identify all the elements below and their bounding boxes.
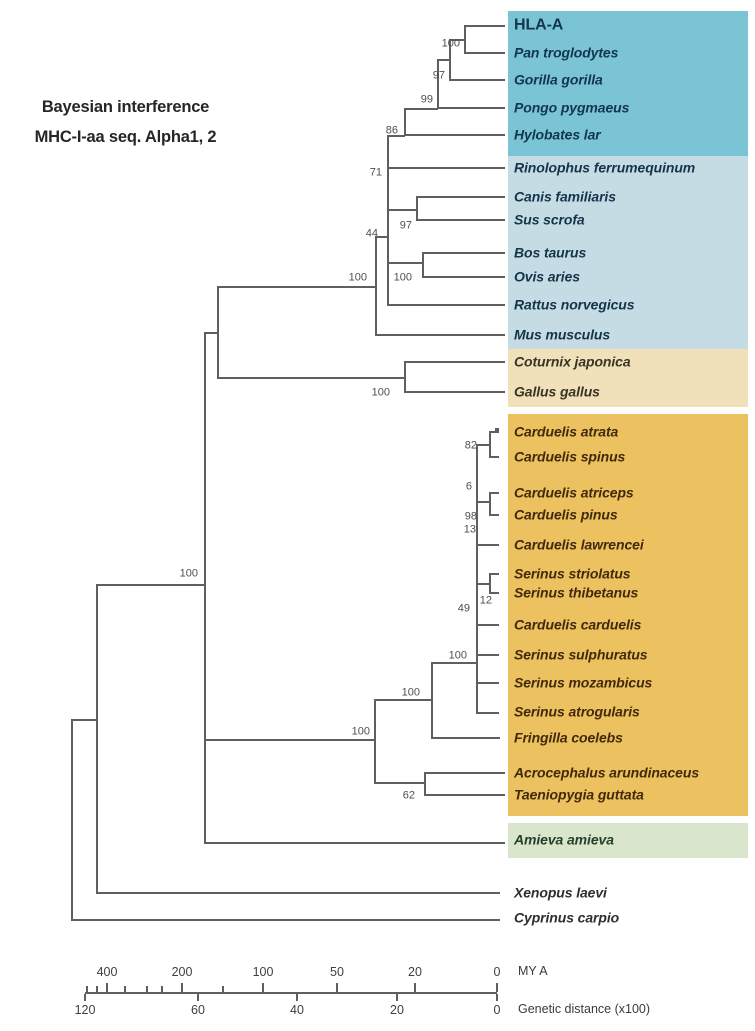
branch-horizontal xyxy=(97,584,205,586)
branch-vertical xyxy=(374,699,376,784)
mya-tick xyxy=(146,986,148,992)
taxon-label-sus-scrofa: Sus scrofa xyxy=(514,211,585,228)
figure-title xyxy=(8,92,243,152)
mya-tick xyxy=(222,986,224,992)
mya-tick xyxy=(181,983,183,992)
branch-vertical xyxy=(422,252,424,278)
mya-tick xyxy=(86,986,88,992)
support-value: 100 xyxy=(448,649,467,662)
branch-horizontal xyxy=(417,219,505,221)
branch-horizontal xyxy=(376,334,505,336)
branch-horizontal xyxy=(490,492,499,494)
support-value: 49 xyxy=(457,602,470,615)
group-box-passerines xyxy=(508,414,748,816)
branch-vertical xyxy=(464,25,466,54)
branch-horizontal xyxy=(465,25,505,27)
support-value: 100 xyxy=(351,725,370,738)
taxon-label-carduelis-lawrencei: Carduelis lawrencei xyxy=(514,536,644,553)
figure-title-line2: MHC-I-aa seq. Alpha1, 2 xyxy=(34,128,217,146)
mya-tick xyxy=(262,983,264,992)
branch-tip-dot xyxy=(495,428,499,432)
support-value: 100 xyxy=(441,37,460,50)
taxon-label-gorilla-gorilla: Gorilla gorilla xyxy=(514,71,603,88)
support-value: 100 xyxy=(348,271,367,284)
taxon-label-serinus-striolatus: Serinus striolatus xyxy=(514,565,631,582)
mya-tick xyxy=(96,986,98,992)
branch-horizontal xyxy=(490,456,499,458)
branch-horizontal xyxy=(97,892,500,894)
branch-vertical xyxy=(404,361,406,393)
mya-tick xyxy=(336,983,338,992)
branch-horizontal xyxy=(438,107,505,109)
support-value: 44 xyxy=(365,227,378,240)
support-value: 98 xyxy=(464,510,477,523)
support-value: 82 xyxy=(464,439,477,452)
branch-vertical xyxy=(217,286,219,379)
taxon-label-hylobates-lar: Hylobates lar xyxy=(514,126,601,143)
taxon-label-xenopus-laevi: Xenopus laevi xyxy=(514,884,607,901)
figure-title-line1: Bayesian interference xyxy=(41,98,210,116)
mya-tick xyxy=(161,986,163,992)
genetic-distance-tick xyxy=(396,994,398,1001)
support-value: 13 xyxy=(463,523,476,536)
mya-tick-label: 100 xyxy=(252,965,274,979)
genetic-distance-tick xyxy=(296,994,298,1001)
branch-horizontal xyxy=(423,276,505,278)
taxon-label-acrocephalus-arundinaceus: Acrocephalus arundinaceus xyxy=(514,764,700,781)
taxon-label-rattus-norvegicus: Rattus norvegicus xyxy=(514,296,635,313)
taxon-label-cyprinus-carpio: Cyprinus carpio xyxy=(514,909,620,926)
branch-vertical xyxy=(416,196,418,221)
support-value: 100 xyxy=(393,271,412,284)
branch-vertical xyxy=(204,332,206,844)
branch-vertical xyxy=(96,584,98,894)
support-value: 99 xyxy=(420,93,433,106)
taxon-label-rinolophus-ferrumequinum: Rinolophus ferrumequinum xyxy=(514,159,696,176)
branch-horizontal xyxy=(477,544,499,546)
branch-horizontal xyxy=(477,712,499,714)
support-value: 100 xyxy=(371,386,390,399)
branch-horizontal xyxy=(465,52,505,54)
branch-horizontal xyxy=(425,794,505,796)
branch-vertical xyxy=(489,431,491,458)
taxon-label-serinus-atrogularis: Serinus atrogularis xyxy=(514,703,640,720)
support-value: 62 xyxy=(402,789,415,802)
branch-horizontal xyxy=(417,196,505,198)
genetic-distance-tick-label: 120 xyxy=(74,1003,96,1017)
branch-vertical xyxy=(387,135,389,306)
support-value: 6 xyxy=(465,480,472,493)
branch-vertical xyxy=(404,108,406,136)
genetic-distance-tick xyxy=(496,994,498,1001)
branch-horizontal xyxy=(375,699,432,701)
mya-tick xyxy=(414,983,416,992)
branch-horizontal xyxy=(490,573,499,575)
branch-horizontal xyxy=(388,262,423,264)
branch-vertical xyxy=(476,444,478,714)
taxon-label-serinus-mozambicus: Serinus mozambicus xyxy=(514,674,653,691)
taxon-label-carduelis-carduelis: Carduelis carduelis xyxy=(514,616,642,633)
genetic-distance-tick-label: 0 xyxy=(493,1003,501,1017)
taxon-label-amieva-amieva: Amieva amieva xyxy=(514,831,614,848)
branch-vertical xyxy=(489,492,491,516)
taxon-label-pongo-pygmaeus: Pongo pygmaeus xyxy=(514,99,630,116)
branch-vertical xyxy=(71,719,73,921)
branch-horizontal xyxy=(477,682,499,684)
mya-tick-label: 400 xyxy=(96,965,118,979)
mya-tick xyxy=(106,983,108,992)
mya-tick xyxy=(124,986,126,992)
branch-horizontal xyxy=(388,304,505,306)
taxon-label-canis-familiaris: Canis familiaris xyxy=(514,188,616,205)
scalebar-line xyxy=(85,992,497,994)
taxon-label-pan-troglodytes: Pan troglodytes xyxy=(514,44,619,61)
taxon-label-mus-musculus: Mus musculus xyxy=(514,326,611,343)
support-value: 71 xyxy=(369,166,382,179)
genetic-distance-tick xyxy=(84,994,86,1001)
branch-vertical xyxy=(437,59,439,109)
branch-horizontal xyxy=(432,662,477,664)
support-value: 97 xyxy=(432,69,445,82)
mya-tick-label: 20 xyxy=(408,965,422,979)
branch-horizontal xyxy=(405,361,505,363)
taxon-label-carduelis-spinus: Carduelis spinus xyxy=(514,448,626,465)
branch-horizontal xyxy=(450,79,505,81)
genetic-distance-tick-label: 60 xyxy=(191,1003,205,1017)
support-value: 86 xyxy=(385,124,398,137)
branch-horizontal xyxy=(477,624,499,626)
branch-horizontal xyxy=(425,772,505,774)
taxon-label-serinus-thibetanus: Serinus thibetanus xyxy=(514,584,639,601)
branch-horizontal xyxy=(405,134,505,136)
taxon-label-carduelis-atriceps: Carduelis atriceps xyxy=(514,484,634,501)
branch-horizontal xyxy=(388,167,505,169)
support-value: 12 xyxy=(479,594,492,607)
branch-horizontal xyxy=(205,842,505,844)
branch-vertical xyxy=(424,772,426,796)
mya-tick-label: 0 xyxy=(493,965,501,979)
genetic-distance-axis-caption: Genetic distance (x100) xyxy=(518,1002,651,1016)
taxon-label-serinus-sulphuratus: Serinus sulphuratus xyxy=(514,646,648,663)
support-value: 97 xyxy=(399,219,412,232)
mya-axis-caption: MY A xyxy=(518,964,548,978)
branch-vertical xyxy=(375,236,377,336)
branch-horizontal xyxy=(218,286,376,288)
branch-horizontal xyxy=(432,737,500,739)
branch-horizontal xyxy=(477,654,499,656)
branch-horizontal xyxy=(72,719,97,721)
taxon-label-carduelis-atrata: Carduelis atrata xyxy=(514,423,619,440)
branch-vertical xyxy=(489,573,491,594)
genetic-distance-tick-label: 20 xyxy=(390,1003,404,1017)
genetic-distance-tick-label: 40 xyxy=(290,1003,304,1017)
taxon-label-taeniopygia-guttata: Taeniopygia guttata xyxy=(514,786,644,803)
support-value: 100 xyxy=(401,686,420,699)
branch-vertical xyxy=(431,662,433,739)
taxon-label-fringilla-coelebs: Fringilla coelebs xyxy=(514,729,623,746)
taxon-label-hla-a: HLA-A xyxy=(514,16,564,34)
mya-tick-label: 200 xyxy=(171,965,193,979)
taxon-label-coturnix-japonica: Coturnix japonica xyxy=(514,353,631,370)
mya-tick xyxy=(496,983,498,992)
branch-horizontal xyxy=(375,782,425,784)
branch-horizontal xyxy=(218,377,405,379)
taxon-label-gallus-gallus: Gallus gallus xyxy=(514,383,600,400)
branch-horizontal xyxy=(423,252,505,254)
branch-horizontal xyxy=(405,391,505,393)
branch-horizontal xyxy=(388,209,417,211)
branch-horizontal xyxy=(405,108,438,110)
branch-horizontal xyxy=(205,739,375,741)
support-value: 100 xyxy=(179,567,198,580)
mya-tick-label: 50 xyxy=(330,965,344,979)
taxon-label-ovis-aries: Ovis aries xyxy=(514,268,580,285)
branch-horizontal xyxy=(490,514,499,516)
branch-horizontal xyxy=(72,919,500,921)
taxon-label-carduelis-pinus: Carduelis pinus xyxy=(514,506,618,523)
genetic-distance-tick xyxy=(197,994,199,1001)
taxon-label-bos-taurus: Bos taurus xyxy=(514,244,587,261)
